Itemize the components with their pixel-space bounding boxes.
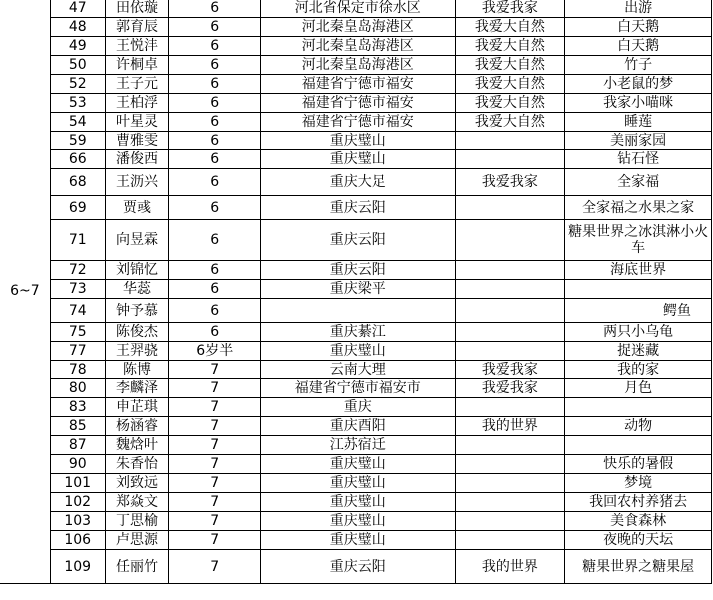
cell-title: 全家福之水果之家 (565, 196, 712, 220)
cell-age: 6 (169, 323, 261, 342)
table-row (0, 37, 712, 56)
cell-name: 申芷琪 (105, 398, 169, 417)
cell-title (565, 398, 712, 417)
cell-no: 71 (50, 220, 105, 261)
cell-no: 48 (50, 18, 105, 37)
cell-title: 月色 (565, 379, 712, 398)
table-row (0, 280, 712, 299)
table-row (0, 550, 712, 584)
cell-place: 河北秦皇岛海港区 (261, 18, 455, 37)
cell-theme (455, 323, 565, 342)
cell-age: 7 (169, 361, 261, 379)
cell-age: 6 (169, 0, 261, 18)
cell-name: 陈博 (105, 361, 169, 379)
table-row (0, 0, 712, 18)
table-row (0, 493, 712, 512)
cell-place: 重庆云阳 (261, 261, 455, 280)
table-row (0, 169, 712, 196)
cell-name: 王悦沣 (105, 37, 169, 56)
table-row (0, 361, 712, 379)
cell-theme: 我的世界 (455, 417, 565, 436)
cell-name: 叶星灵 (105, 113, 169, 132)
cell-age: 6 (169, 113, 261, 132)
cell-place: 重庆璧山 (261, 455, 455, 474)
table-row (0, 94, 712, 113)
cell-no: 101 (50, 474, 105, 493)
cell-age: 6 (169, 220, 261, 261)
cell-no: 73 (50, 280, 105, 299)
cell-place: 河北秦皇岛海港区 (261, 37, 455, 56)
cell-no: 80 (50, 379, 105, 398)
table-row (0, 132, 712, 150)
cell-age: 7 (169, 531, 261, 550)
cell-no: 83 (50, 398, 105, 417)
cell-no: 102 (50, 493, 105, 512)
cell-no: 66 (50, 150, 105, 169)
cell-no: 52 (50, 75, 105, 94)
cell-age: 7 (169, 398, 261, 417)
table-row (0, 512, 712, 531)
cell-place: 福建省宁德市福安 (261, 94, 455, 113)
cell-place: 重庆璧山 (261, 342, 455, 361)
table-row (0, 18, 712, 37)
cell-theme (455, 531, 565, 550)
cell-age: 6 (169, 299, 261, 323)
cell-place: 重庆云阳 (261, 550, 455, 584)
cell-age: 7 (169, 436, 261, 455)
cell-title: 两只小乌龟 (565, 323, 712, 342)
cell-name: 王羿骁 (105, 342, 169, 361)
cell-place: 重庆璧山 (261, 493, 455, 512)
cell-title: 钻石怪 (565, 150, 712, 169)
cell-theme (455, 493, 565, 512)
cell-no: 74 (50, 299, 105, 323)
cell-name: 田依璇 (105, 0, 169, 18)
cell-name: 丁思榆 (105, 512, 169, 531)
cell-name: 杨涵睿 (105, 417, 169, 436)
cell-title: 白天鹅 (565, 18, 712, 37)
table-row (0, 417, 712, 436)
cell-theme: 我爱我家 (455, 0, 565, 18)
cell-theme: 我爱我家 (455, 361, 565, 379)
table-row (0, 150, 712, 169)
table-row (0, 379, 712, 398)
cell-name: 任丽竹 (105, 550, 169, 584)
cell-age: 6 (169, 132, 261, 150)
cell-title: 梦境 (565, 474, 712, 493)
table-row (0, 531, 712, 550)
cell-age: 6 (169, 18, 261, 37)
cell-theme (455, 220, 565, 261)
cell-no: 49 (50, 37, 105, 56)
cell-age: 7 (169, 379, 261, 398)
cell-name: 郑焱文 (105, 493, 169, 512)
cell-title: 糖果世界之冰淇淋小火车 (565, 220, 712, 261)
cell-no: 90 (50, 455, 105, 474)
cell-theme: 我爱大自然 (455, 94, 565, 113)
cell-theme (455, 299, 565, 323)
cell-title: 竹子 (565, 56, 712, 75)
cell-no: 72 (50, 261, 105, 280)
cell-theme (455, 196, 565, 220)
cell-title (565, 436, 712, 455)
cell-title: 鳄鱼 (565, 299, 712, 323)
cell-place: 重庆云阳 (261, 220, 455, 261)
cell-place: 重庆璧山 (261, 512, 455, 531)
cell-age: 6 (169, 75, 261, 94)
cell-title: 我的家 (565, 361, 712, 379)
table-row (0, 455, 712, 474)
table-row (0, 474, 712, 493)
cell-place: 重庆 (261, 398, 455, 417)
cell-place: 重庆大足 (261, 169, 455, 196)
cell-name: 魏焓叶 (105, 436, 169, 455)
cell-no: 78 (50, 361, 105, 379)
cell-name: 刘致远 (105, 474, 169, 493)
cell-theme: 我爱我家 (455, 379, 565, 398)
cell-title: 美食森林 (565, 512, 712, 531)
cell-place: 重庆梁平 (261, 280, 455, 299)
cell-name: 王子元 (105, 75, 169, 94)
cell-name: 钟予慕 (105, 299, 169, 323)
cell-age: 6 (169, 280, 261, 299)
cell-title: 白天鹅 (565, 37, 712, 56)
cell-age: 6 (169, 94, 261, 113)
cell-title: 动物 (565, 417, 712, 436)
cell-age: 6 (169, 56, 261, 75)
cell-no: 103 (50, 512, 105, 531)
cell-name: 刘锦忆 (105, 261, 169, 280)
cell-age: 6 (169, 169, 261, 196)
cell-title: 海底世界 (565, 261, 712, 280)
cell-age: 7 (169, 493, 261, 512)
cell-name: 李麟泽 (105, 379, 169, 398)
cell-age: 7 (169, 512, 261, 531)
table-row (0, 56, 712, 75)
cell-theme (455, 132, 565, 150)
cell-age: 6 (169, 196, 261, 220)
cell-name: 贾彧 (105, 196, 169, 220)
cell-age: 7 (169, 474, 261, 493)
cell-theme (455, 280, 565, 299)
cell-no: 68 (50, 169, 105, 196)
cell-title: 我家小喵咪 (565, 94, 712, 113)
table-row (0, 436, 712, 455)
age-group-cell: 6~7 (0, 0, 50, 584)
cell-theme (455, 150, 565, 169)
cell-title: 小老鼠的梦 (565, 75, 712, 94)
cell-name: 潘俊西 (105, 150, 169, 169)
cell-title: 睡莲 (565, 113, 712, 132)
cell-no: 87 (50, 436, 105, 455)
cell-theme: 我爱大自然 (455, 56, 565, 75)
cell-no: 53 (50, 94, 105, 113)
table-row (0, 299, 712, 323)
cell-theme (455, 342, 565, 361)
cell-theme (455, 512, 565, 531)
cell-age: 6 (169, 150, 261, 169)
cell-name: 许桐卓 (105, 56, 169, 75)
cell-name: 陈俊杰 (105, 323, 169, 342)
cell-place: 福建省宁德市福安市 (261, 379, 455, 398)
cell-name: 朱香怡 (105, 455, 169, 474)
cell-age: 7 (169, 417, 261, 436)
cell-place: 福建省宁德市福安 (261, 113, 455, 132)
cell-name: 华蕊 (105, 280, 169, 299)
cell-place: 重庆璧山 (261, 132, 455, 150)
cell-place: 重庆璧山 (261, 531, 455, 550)
cell-theme (455, 474, 565, 493)
cell-place (261, 299, 455, 323)
cell-no: 77 (50, 342, 105, 361)
cell-place: 云南大理 (261, 361, 455, 379)
table-row (0, 75, 712, 94)
table-row (0, 196, 712, 220)
table-row (0, 113, 712, 132)
cell-place: 重庆璧山 (261, 474, 455, 493)
cell-place: 重庆云阳 (261, 196, 455, 220)
cell-no: 47 (50, 0, 105, 18)
cell-theme (455, 398, 565, 417)
cell-no: 54 (50, 113, 105, 132)
cell-place: 重庆綦江 (261, 323, 455, 342)
cell-age: 6 (169, 261, 261, 280)
cell-place: 河北秦皇岛海港区 (261, 56, 455, 75)
cell-theme: 我爱我家 (455, 169, 565, 196)
cell-theme: 我爱大自然 (455, 37, 565, 56)
cell-name: 郭育辰 (105, 18, 169, 37)
cell-title: 捉迷藏 (565, 342, 712, 361)
cell-place: 重庆璧山 (261, 150, 455, 169)
cell-place: 重庆酉阳 (261, 417, 455, 436)
cell-name: 王柏浮 (105, 94, 169, 113)
cell-title: 美丽家园 (565, 132, 712, 150)
cell-no: 50 (50, 56, 105, 75)
cell-theme (455, 436, 565, 455)
cell-name: 卢思源 (105, 531, 169, 550)
cell-title: 夜晚的天坛 (565, 531, 712, 550)
cell-age: 7 (169, 550, 261, 584)
cell-theme: 我爱大自然 (455, 18, 565, 37)
cell-age: 6 (169, 37, 261, 56)
cell-no: 106 (50, 531, 105, 550)
cell-age: 7 (169, 455, 261, 474)
cell-no: 75 (50, 323, 105, 342)
cell-title: 全家福 (565, 169, 712, 196)
cell-name: 向昱霖 (105, 220, 169, 261)
table-row (0, 261, 712, 280)
cell-no: 109 (50, 550, 105, 584)
cell-no: 59 (50, 132, 105, 150)
cell-theme (455, 455, 565, 474)
cell-theme (455, 261, 565, 280)
table-row (0, 342, 712, 361)
cell-age: 6岁半 (169, 342, 261, 361)
cell-title: 快乐的暑假 (565, 455, 712, 474)
cell-no: 69 (50, 196, 105, 220)
cell-theme: 我爱大自然 (455, 75, 565, 94)
table-row (0, 220, 712, 261)
cell-title: 我回农村养猪去 (565, 493, 712, 512)
cell-place: 福建省宁德市福安 (261, 75, 455, 94)
cell-place: 河北省保定市徐水区 (261, 0, 455, 18)
cell-name: 曹雅雯 (105, 132, 169, 150)
table-row (0, 323, 712, 342)
cell-title (565, 280, 712, 299)
cell-theme: 我爱大自然 (455, 113, 565, 132)
cell-title: 出游 (565, 0, 712, 18)
cell-no: 85 (50, 417, 105, 436)
table-row (0, 398, 712, 417)
cell-title: 糖果世界之糖果屋 (565, 550, 712, 584)
cell-name: 王沥兴 (105, 169, 169, 196)
cell-place: 江苏宿迁 (261, 436, 455, 455)
cell-theme: 我的世界 (455, 550, 565, 584)
